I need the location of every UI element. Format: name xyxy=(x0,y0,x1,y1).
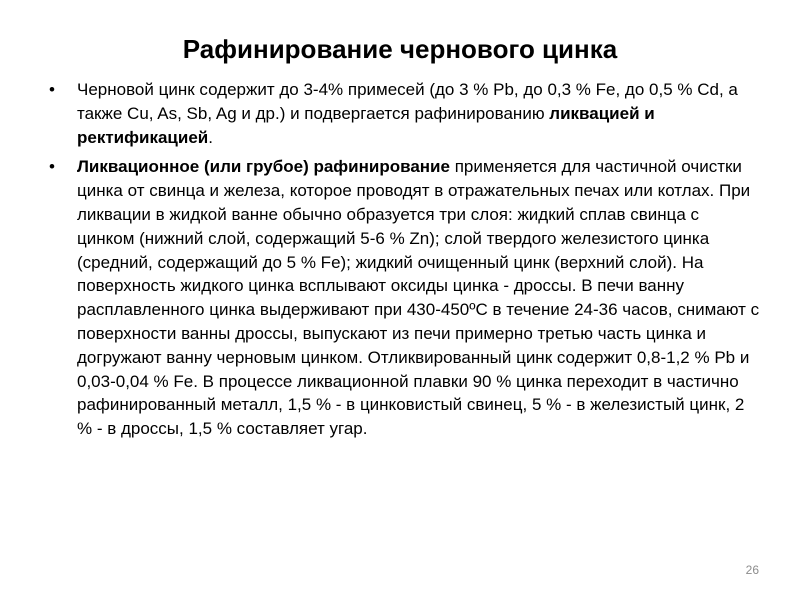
page-number: 26 xyxy=(745,563,759,577)
bullet-text-end: . xyxy=(208,127,213,147)
slide-title: Рафинирование чернового цинка xyxy=(182,34,618,64)
bullet-bold-text: Ликвационное (или грубое) рафинирование xyxy=(77,157,450,177)
bullet-text: Черновой цинк содержит до 3-4% примесей (до 3 % Pb, до 0,3 % Fe, до 0,5 % Cd, а также Cu, As, Sb, Ag и др.) и подвергается рафинированию xyxy=(77,80,738,123)
bullet-marker: • xyxy=(49,157,55,177)
bullet-item-impurities xyxy=(46,78,760,149)
bullet-bold-text: ликвацией и ректификацией xyxy=(77,103,655,147)
bullet-text: применяется для частичной очистки цинка от свинца и железа, которое проводят в отражательных печах или котлах. При ликвации в жидкой ванне обычно образуется три слоя: жидкий сплав свинца с цинком (нижний слой, содержащий 5-6 % Zn); слой твердого железистого цинка (средний, содержащий до 5 % Fe); жидкий очищенный цинк (верхний слой). На поверхность жидкого цинка всплывают оксиды цинка - дроссы. В печи ванну расплавленного цинка выдерживают при 430-450ºС в течение 24-36 часов, снимают с поверхности ванны дроссы, выпускают из печи примерно третью часть цинка и догружают ванну черновым цинком. Отликвированный цинк содержит 0,8-1,2 % Pb и 0,03-0,04 % Fe. В процессе ликвационной плавки 90 % цинка переходит в частично рафинированный металл, 1,5 % - в цинковистый свинец, 5 % - в железистый цинк, 2 % - в дроссы, 1,5 % составляет угар. xyxy=(77,157,760,439)
bullet-item-liquation xyxy=(46,155,760,441)
bullet-list xyxy=(46,78,760,447)
bullet-marker: • xyxy=(49,80,55,99)
